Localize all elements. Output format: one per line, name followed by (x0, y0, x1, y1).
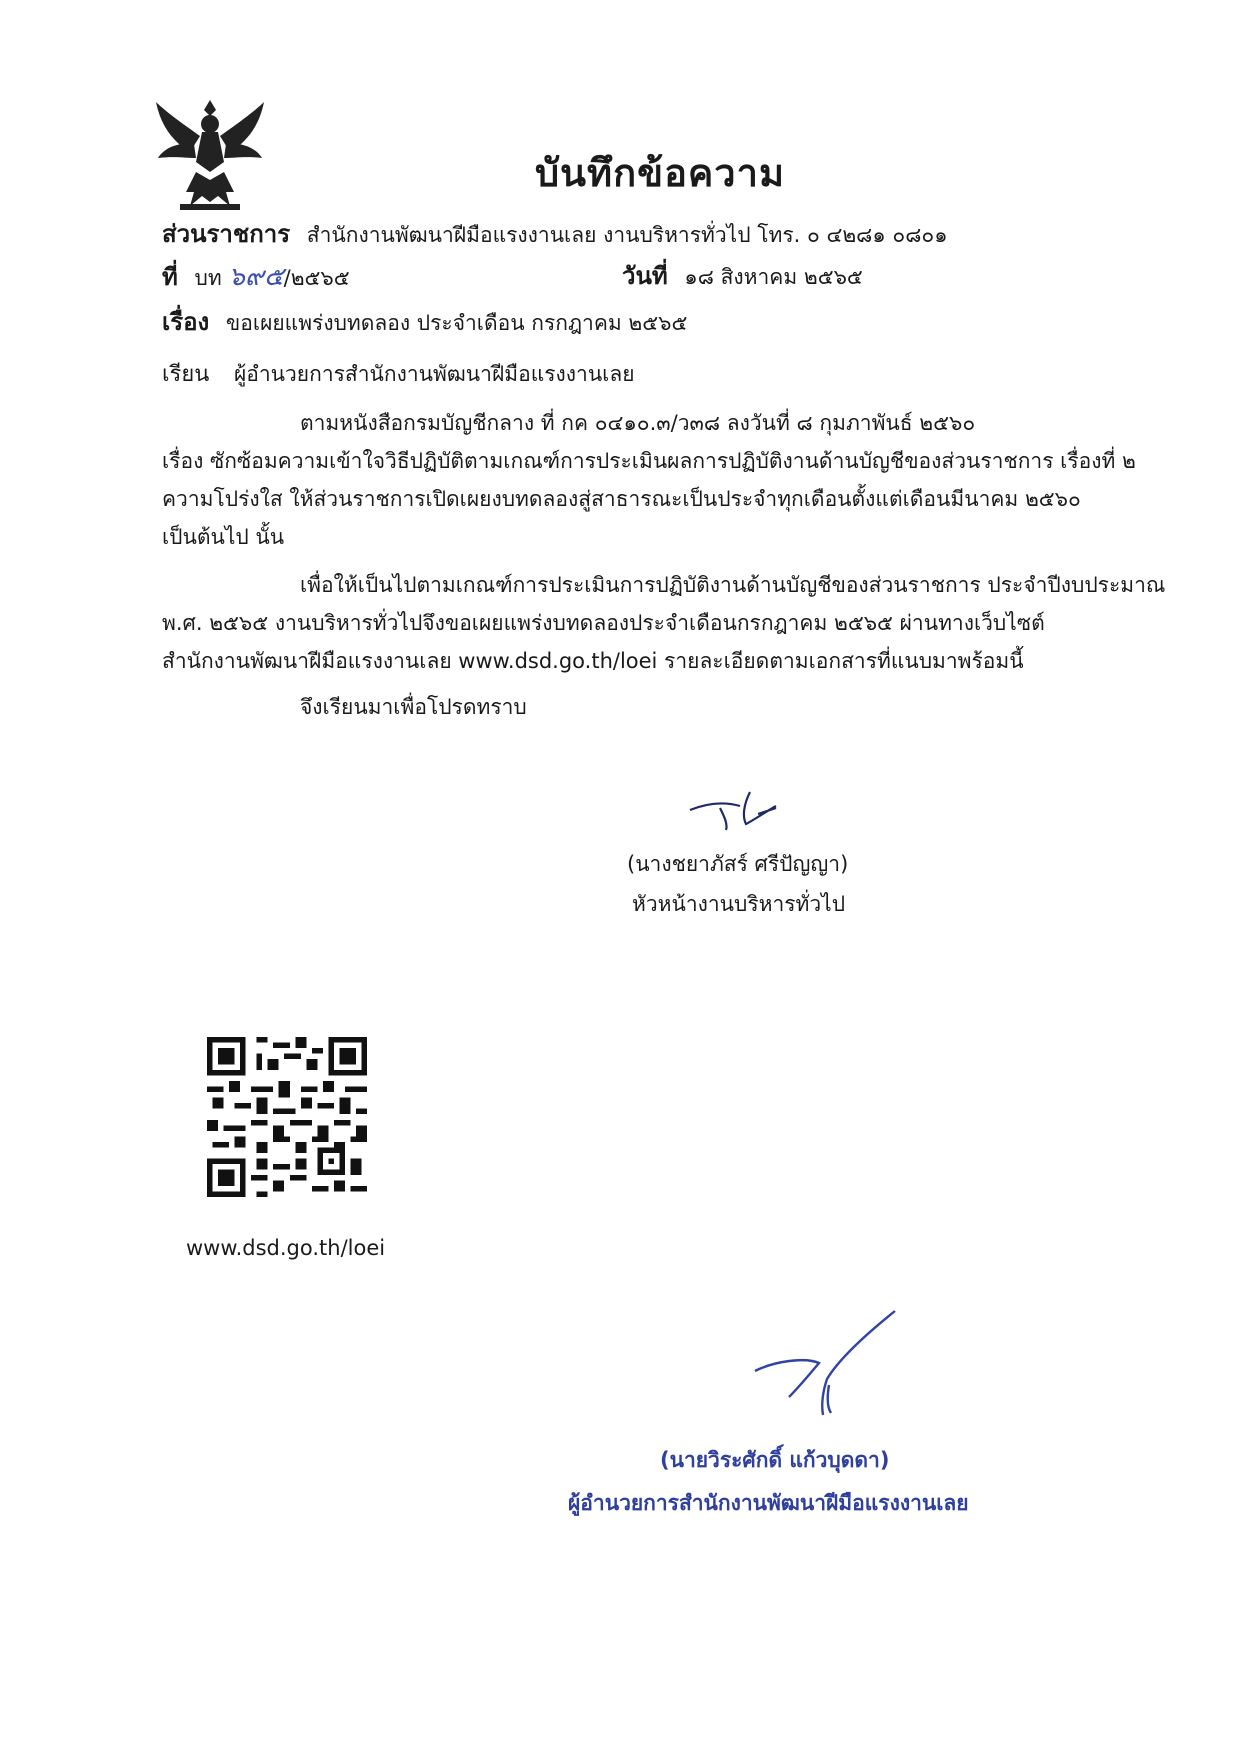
ref-label: ที่ (162, 263, 178, 291)
paragraph-line: เป็นต้นไป นั้น (162, 525, 285, 549)
paragraph-line: ความโปร่งใส ให้ส่วนราชการเปิดเผยงบทดลองสู่สาธารณะเป็นประจำทุกเดือนตั้งแต่เดือนมีนาคม ๒๕๖๐ (162, 487, 1081, 511)
signer-1-name: (นางชยาภัสร์ ศรีปัญญา) (627, 852, 849, 876)
ref-suffix: /๒๕๖๕ (283, 266, 350, 290)
closing-line: จึงเรียนมาเพื่อโปรดทราบ (300, 695, 527, 719)
ref-handwritten-number: ๖๙๕ (228, 262, 284, 292)
subject-label: เรื่อง (162, 308, 210, 336)
to-value: ผู้อำนวยการสำนักงานพัฒนาฝีมือแรงงานเลย (233, 362, 635, 386)
paragraph-line: สำนักงานพัฒนาฝีมือแรงงานเลย www.dsd.go.th/loei รายละเอียดตามเอกสารที่แนบมาพร้อมนี้ (162, 649, 1024, 673)
agency-value: สำนักงานพัฒนาฝีมือแรงงานเลย งานบริหารทั่วไป โทร. ๐ ๔๒๘๑ ๐๘๐๑ (306, 223, 948, 247)
qr-url-text: www.dsd.go.th/loei (186, 1236, 386, 1260)
agency-row (162, 214, 948, 253)
qr-code-icon (207, 1037, 367, 1197)
subject-row (162, 302, 687, 341)
date-row (622, 256, 863, 295)
subject-value: ขอเผยแพร่งบทดลอง ประจำเดือน กรกฎาคม ๒๕๖๕ (225, 311, 688, 335)
signer-2-position: ผู้อำนวยการสำนักงานพัฒนาฝีมือแรงงานเลย (568, 1491, 969, 1515)
paragraph-line: ตามหนังสือกรมบัญชีกลาง ที่ กค ๐๔๑๐.๓/ว๓๘ ลงวันที่ ๘ กุมภาพันธ์ ๒๕๖๐ (300, 411, 976, 435)
ref-row (162, 256, 350, 297)
to-row (162, 356, 635, 391)
signature-1-icon (680, 780, 810, 840)
paragraph-2 (162, 566, 1165, 680)
paragraph-1 (162, 404, 1136, 556)
date-value: ๑๘ สิงหาคม ๒๕๖๕ (684, 265, 863, 289)
paragraph-line: พ.ศ. ๒๕๖๕ งานบริหารทั่วไปจึงขอเผยแพร่งบทดลองประจำเดือนกรกฎาคม ๒๕๖๕ ผ่านทางเว็บไซต์ (162, 611, 1045, 635)
signer-2-name: (นายวิระศักดิ์ แก้วบุดดา) (660, 1448, 890, 1472)
paragraph-line: เพื่อให้เป็นไปตามเกณฑ์การประเมินการปฏิบัติงานด้านบัญชีของส่วนราชการ ประจำปีงบประมาณ (300, 573, 1166, 597)
signature-2-icon (735, 1305, 905, 1420)
agency-label: ส่วนราชการ (162, 220, 291, 248)
ref-prefix: บท (194, 266, 222, 290)
signer-1-position: หัวหน้างานบริหารทั่วไป (632, 892, 846, 916)
to-label: เรียน (162, 362, 210, 387)
document-title: บันทึกข้อความ (534, 151, 786, 195)
date-label: วันที่ (622, 262, 668, 290)
paragraph-line: เรื่อง ซักซ้อมความเข้าใจวิธีปฏิบัติตามเกณฑ์การประเมินผลการปฏิบัติงานด้านบัญชีของส่วนราชการ เรื่องที่ ๒ (162, 449, 1136, 473)
